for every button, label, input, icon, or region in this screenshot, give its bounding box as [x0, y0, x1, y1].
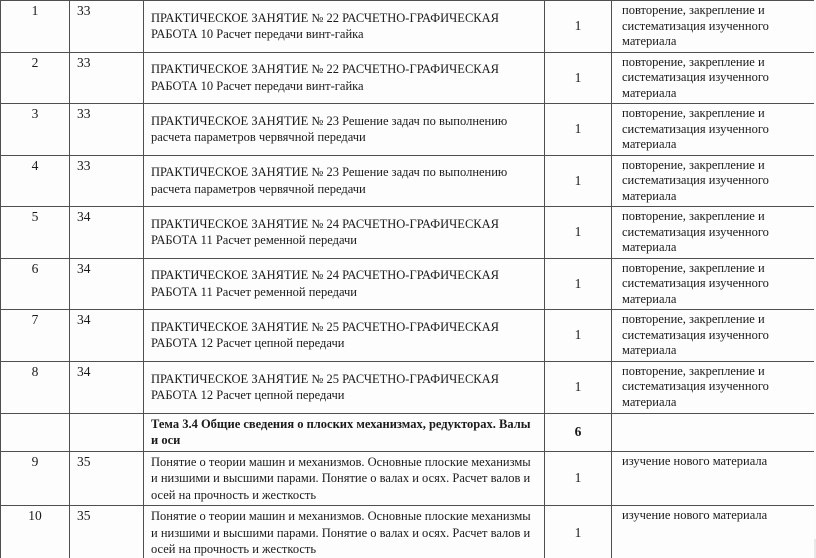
lesson-number-cell: 35	[70, 506, 144, 558]
lesson-number-cell: 35	[70, 451, 144, 506]
lesson-number-cell: 34	[70, 310, 144, 362]
hours-cell: 1	[545, 52, 612, 104]
hours-cell: 1	[545, 104, 612, 156]
topic-cell: Понятие о теории машин и механизмов. Основные плоские механизмы и низшими и высшими парами. Понятие о валах и осях. Расчет валов и осей на прочность и жесткость	[144, 451, 545, 506]
table-row	[1, 155, 814, 207]
hours-cell: 1	[545, 155, 612, 207]
lesson-number-cell: 33	[70, 52, 144, 104]
hours-cell: 1	[545, 258, 612, 310]
row-number-cell: 9	[1, 451, 70, 506]
row-number-cell: 6	[1, 258, 70, 310]
activity-type-cell: повторение, закрепление и систематизация изученного материала	[612, 52, 814, 104]
row-number-cell: 2	[1, 52, 70, 104]
table-row	[1, 451, 814, 506]
topic-cell: ПРАКТИЧЕСКОЕ ЗАНЯТИЕ № 22 РАСЧЕТНО-ГРАФИЧЕСКАЯ РАБОТА 10 Расчет передачи винт-гайка	[144, 1, 545, 53]
activity-type-cell: повторение, закрепление и систематизация изученного материала	[612, 310, 814, 362]
table-row	[1, 258, 814, 310]
row-number-cell: 4	[1, 155, 70, 207]
row-number-cell: 10	[1, 506, 70, 558]
activity-type-cell: повторение, закрепление и систематизация изученного материала	[612, 1, 814, 53]
lesson-number-cell: 34	[70, 258, 144, 310]
activity-type-cell: повторение, закрепление и систематизация изученного материала	[612, 361, 814, 413]
topic-cell: ПРАКТИЧЕСКОЕ ЗАНЯТИЕ № 25 РАСЧЕТНО-ГРАФИЧЕСКАЯ РАБОТА 12 Расчет цепной передачи	[144, 361, 545, 413]
activity-type-cell: повторение, закрепление и систематизация изученного материала	[612, 104, 814, 156]
table-row	[1, 52, 814, 104]
activity-type-cell: повторение, закрепление и систематизация изученного материала	[612, 258, 814, 310]
lesson-number-cell	[70, 413, 144, 451]
hours-cell: 1	[545, 207, 612, 259]
table-row	[1, 506, 814, 558]
activity-type-cell: изучение нового материала	[612, 451, 814, 506]
schedule-table-body	[1, 1, 814, 558]
hours-cell: 1	[545, 1, 612, 53]
hours-cell: 6	[545, 413, 612, 451]
row-number-cell	[1, 413, 70, 451]
activity-type-cell	[612, 413, 814, 451]
lesson-number-cell: 33	[70, 1, 144, 53]
table-row	[1, 413, 814, 451]
topic-cell: ПРАКТИЧЕСКОЕ ЗАНЯТИЕ № 25 РАСЧЕТНО-ГРАФИЧЕСКАЯ РАБОТА 12 Расчет цепной передачи	[144, 310, 545, 362]
lesson-number-cell: 34	[70, 361, 144, 413]
topic-cell: ПРАКТИЧЕСКОЕ ЗАНЯТИЕ № 24 РАСЧЕТНО-ГРАФИЧЕСКАЯ РАБОТА 11 Расчет ременной передачи	[144, 207, 545, 259]
topic-cell: ПРАКТИЧЕСКОЕ ЗАНЯТИЕ № 23 Решение задач по выполнению расчета параметров червячной передачи	[144, 104, 545, 156]
row-number-cell: 8	[1, 361, 70, 413]
topic-cell: Тема 3.4 Общие сведения о плоских механизмах, редукторах. Валы и оси	[144, 413, 545, 451]
lesson-number-cell: 33	[70, 104, 144, 156]
topic-cell: ПРАКТИЧЕСКОЕ ЗАНЯТИЕ № 22 РАСЧЕТНО-ГРАФИЧЕСКАЯ РАБОТА 10 Расчет передачи винт-гайка	[144, 52, 545, 104]
table-row	[1, 361, 814, 413]
row-number-cell: 1	[1, 1, 70, 53]
hours-cell: 1	[545, 361, 612, 413]
hours-cell: 1	[545, 506, 612, 558]
activity-type-cell: повторение, закрепление и систематизация изученного материала	[612, 155, 814, 207]
topic-cell: Понятие о теории машин и механизмов. Основные плоские механизмы и низшими и высшими парами. Понятие о валах и осях. Расчет валов и осей на прочность и жесткость	[144, 506, 545, 558]
row-number-cell: 5	[1, 207, 70, 259]
topic-cell: ПРАКТИЧЕСКОЕ ЗАНЯТИЕ № 23 Решение задач по выполнению расчета параметров червячной передачи	[144, 155, 545, 207]
hours-cell: 1	[545, 310, 612, 362]
lesson-number-cell: 33	[70, 155, 144, 207]
table-row	[1, 310, 814, 362]
table-row	[1, 207, 814, 259]
activity-type-cell: повторение, закрепление и систематизация изученного материала	[612, 207, 814, 259]
topic-cell: ПРАКТИЧЕСКОЕ ЗАНЯТИЕ № 24 РАСЧЕТНО-ГРАФИЧЕСКАЯ РАБОТА 11 Расчет ременной передачи	[144, 258, 545, 310]
activity-type-cell: изучение нового материала	[612, 506, 814, 558]
row-number-cell: 7	[1, 310, 70, 362]
lesson-number-cell: 34	[70, 207, 144, 259]
hours-cell: 1	[545, 451, 612, 506]
table-row	[1, 104, 814, 156]
row-number-cell: 3	[1, 104, 70, 156]
table-row	[1, 1, 814, 53]
